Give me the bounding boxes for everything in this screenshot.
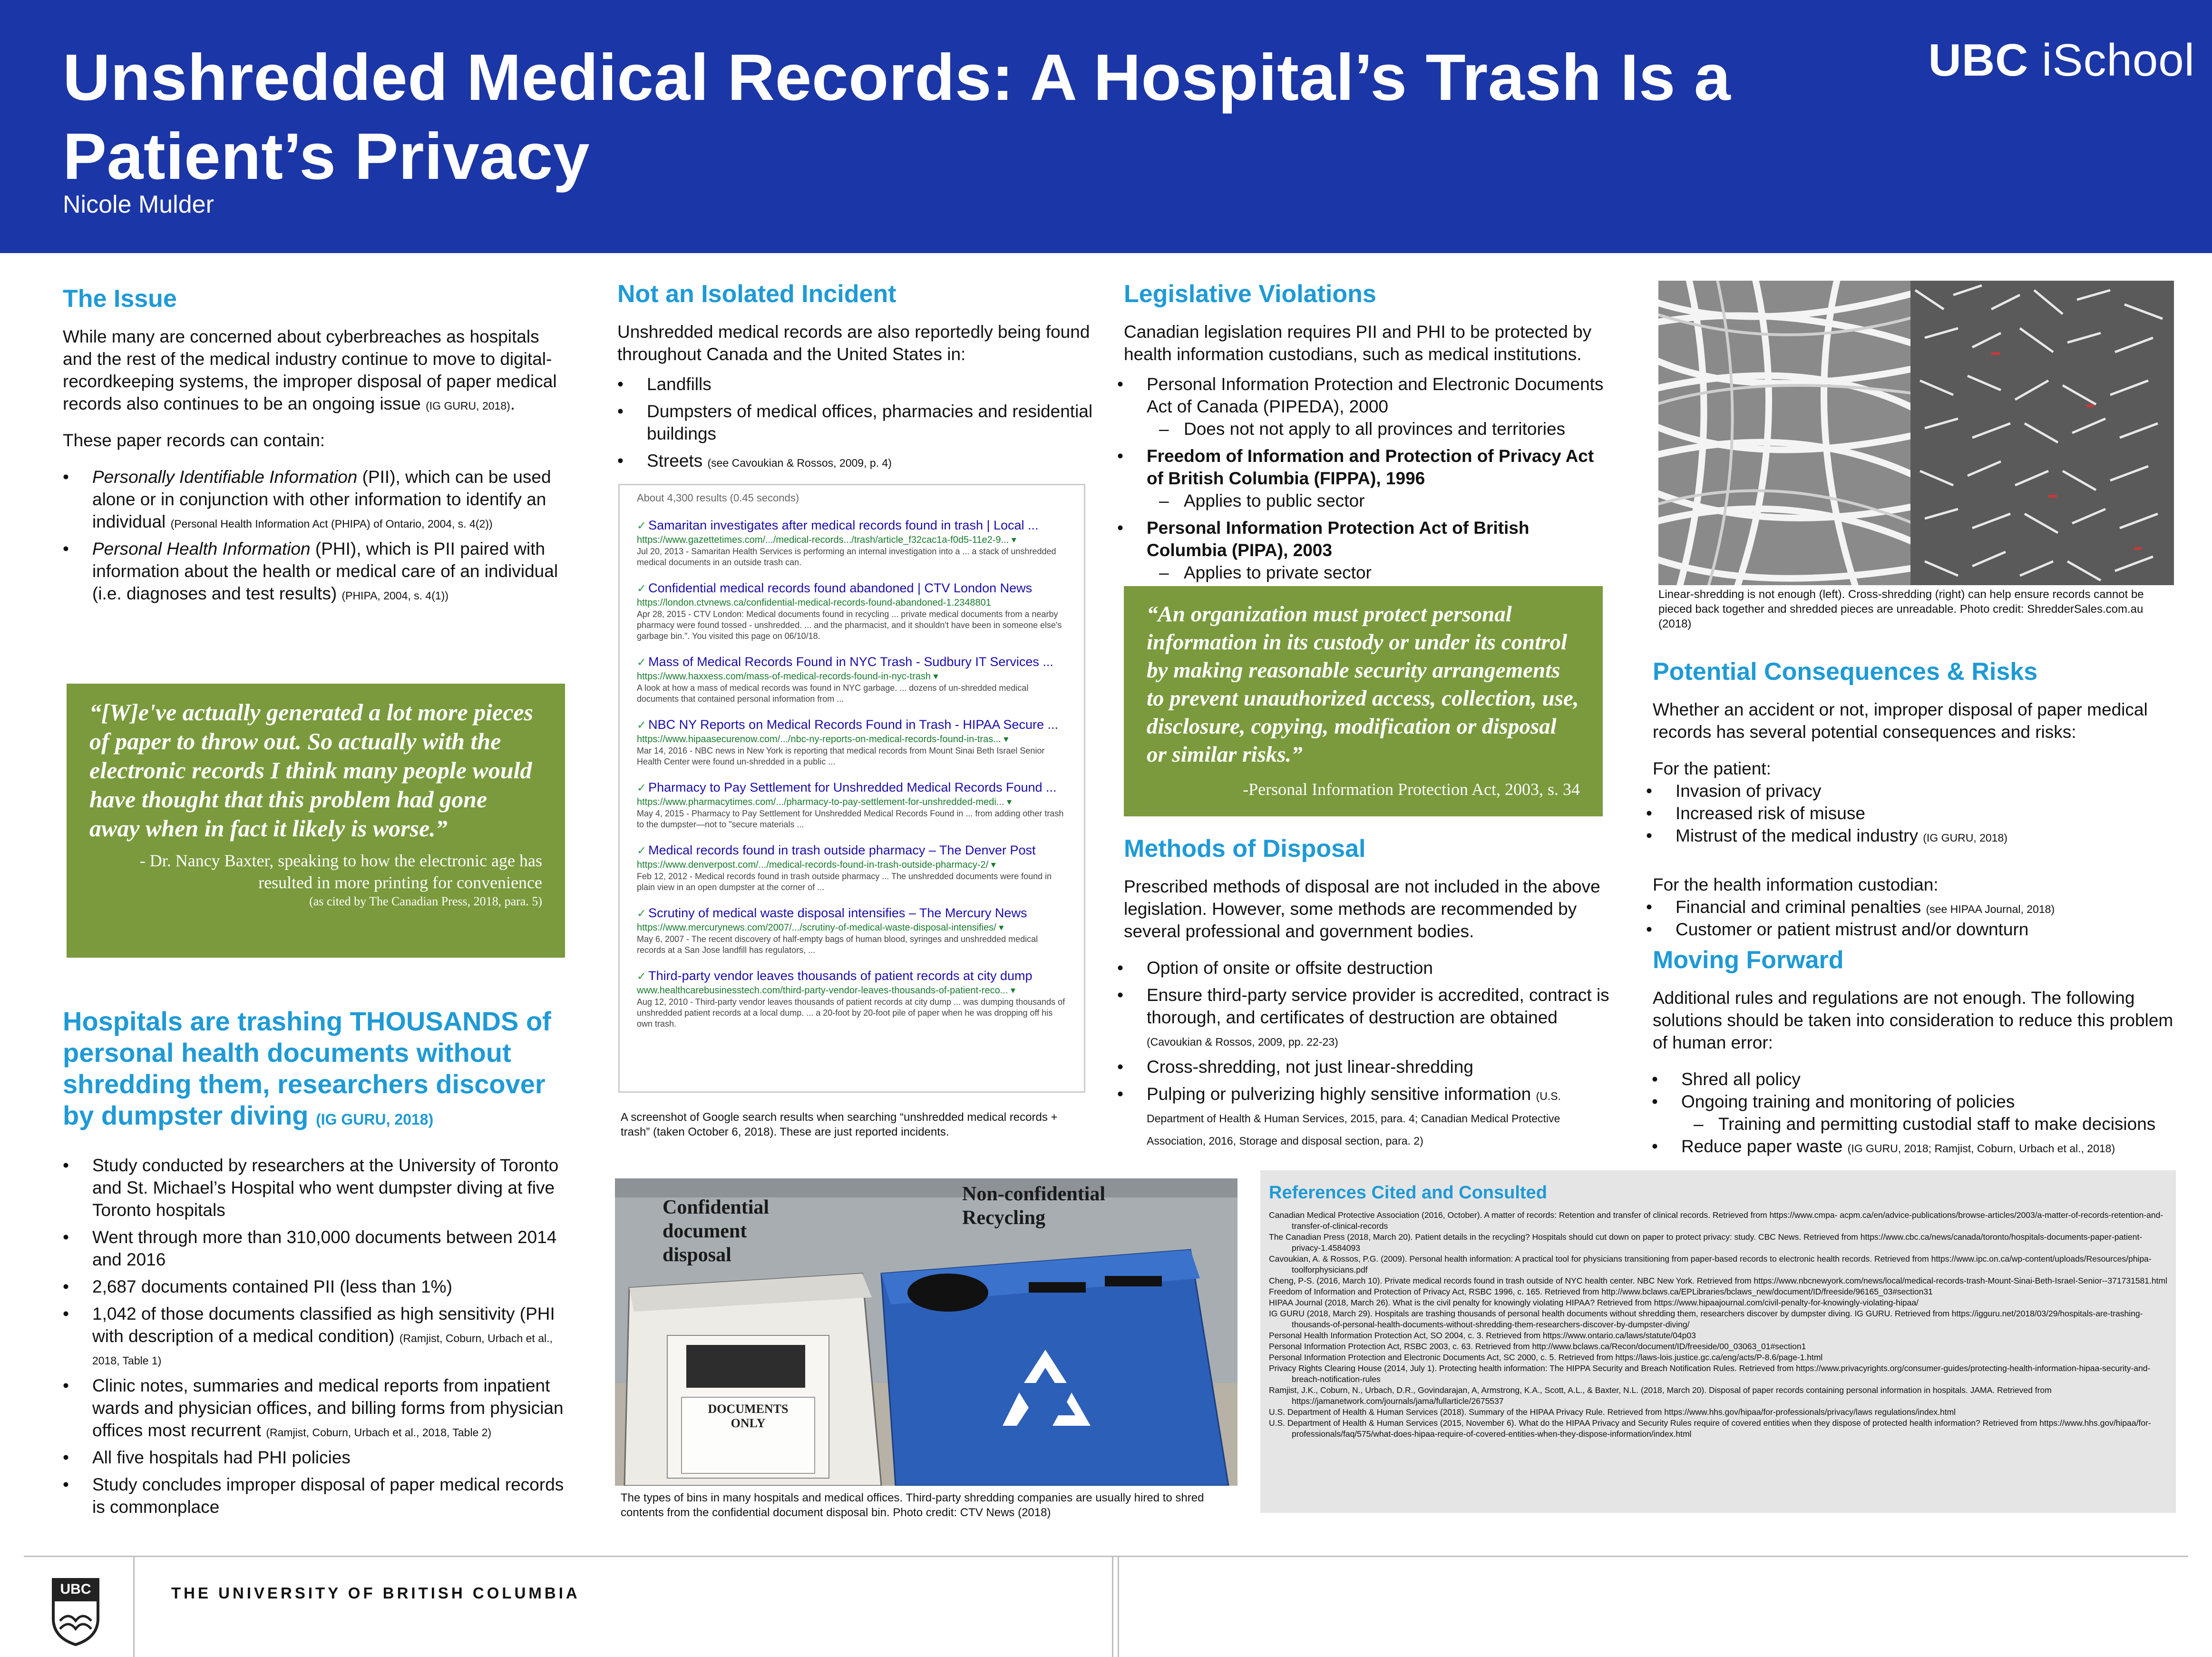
list-item — [92, 1446, 581, 1469]
shredded-paper-photo — [1658, 281, 2174, 585]
search-result — [637, 717, 1067, 767]
result-title-text: Samaritan investigates after medical records found in trash | Local ... — [648, 518, 1039, 532]
item-cite: (see Cavoukian & Rossos, 2009, p. 4) — [707, 457, 892, 469]
sub-item: – Applies to public sector — [1184, 490, 1614, 512]
result-snippet: May 4, 2015 - Pharmacy to Pay Settlement for Unshredded Medical Records Found in ... from adding other trash to the dumpster—not to "secure materials ... — [637, 809, 1064, 829]
result-title-text: NBC NY Reports on Medical Records Found in Trash - HIPAA Secure ... — [648, 717, 1058, 732]
search-caption: A screenshot of Google search results when searching “unshredded medical records + trash” (taken October 6, 2018). These are just reported incidents. — [621, 1111, 1058, 1138]
reference-item: Personal Information Protection Act, RSBC 2003, c. 63. Retrieved from http://www.bclaws.ca/Recon/document/ID/freeside/00_03063_01#section1 — [1269, 1342, 1806, 1351]
reference-item: Ramjist, J.K., Coburn, N., Urbach, D.R., Govindarajan, A, Armstrong, K.A., Scott, A.L., & Baxter, N.L. (2018, March 20). Disposal of paper records containing personal information in hospitals. JAMA. Retrieved from https://jamanetwork.com/journals/jama/fullarticle/2675537 — [1269, 1385, 2052, 1406]
logo-sub: iSchool — [2042, 35, 2195, 86]
consequences-section — [1653, 657, 2185, 951]
item-cite: (Ramjist, Coburn, Urbach et al., 2018, Table 2) — [266, 1426, 492, 1439]
issue-para1-text: While many are concerned about cyberbreaches as hospitals and the rest of the medical industry continue to move to digital-recordkeeping systems, the improper disposal of paper medical records also continues to be an ongoing issue — [63, 327, 557, 413]
visited-check-icon: ✓ — [637, 782, 647, 794]
item-text: Ongoing training and monitoring of policies — [1681, 1092, 2015, 1111]
list-item — [92, 1226, 581, 1271]
issue-heading: The Issue — [63, 285, 177, 313]
references-box — [1260, 1170, 2176, 1513]
result-title — [637, 654, 1067, 670]
ubc-crest-logo — [49, 1576, 102, 1647]
item-text: Dumpsters of medical offices, pharmacies and residential buildings — [647, 402, 1093, 443]
item-text: Personal Information Protection Act of British Columbia (PIPA), 2003 — [1147, 518, 1530, 560]
item-text: (PHI), which is PII paired with information about the health or medical care of an individual (i.e. diagnoses and test results) — [92, 539, 558, 603]
visited-check-icon: ✓ — [637, 907, 647, 920]
reference-item: U.S. Department of Health & Human Services (2018). Summary of the HIPAA Privacy Rule. Retrieved from https://www.hhs.gov/hipaa/for-professionals/privacy/laws regulations/index.html — [1269, 1407, 1956, 1417]
logo-main: UBC — [1928, 35, 2029, 86]
result-snippet: May 6, 2007 - The recent discovery of half-empty bags of human blood, syringes and unshredded medical records at a San Jose landfill has regulators, ... — [637, 934, 1038, 955]
reference-item: HIPAA Journal (2018, March 26). What is the civil penalty for knowingly violating HIPAA? Retrieved from https://www.hipaajournal.com/civil-penalty-for-knowingly-violating-hipaa/ — [1269, 1298, 1919, 1307]
term: Personal Health Information — [92, 539, 311, 559]
item-text: Customer or patient mistrust and/or downturn — [1676, 920, 2029, 939]
methods-heading: Methods of Disposal — [1124, 835, 1366, 863]
footer-divider — [24, 1556, 2188, 1557]
ubc-ischool-logo — [1928, 34, 2195, 87]
search-result — [637, 654, 1067, 705]
search-result — [637, 518, 1067, 568]
moving-list — [1653, 1068, 2185, 1157]
item-text: Clinic notes, summaries and medical reports from inpatient wards and physician offices, and billing forms from physician offices most recurrent — [92, 1376, 564, 1440]
google-search-screenshot — [618, 484, 1085, 1093]
result-snippet: A look at how a mass of medical records was found in NYC garbage. ... dozens of un-shredded medical documents that contained personal information from ... — [637, 683, 1029, 704]
patient-list — [1653, 780, 2185, 847]
thousands-section — [63, 1006, 581, 1529]
list-item — [92, 1473, 581, 1518]
reference-item: Freedom of Information and Protection of Privacy Act, RSBC 1996, c. 165. Retrieved from http://www.bclaws.ca/EPLibraries/bclaws_new/document/ID/freeside/96165_03#section31 — [1269, 1287, 1933, 1296]
legislative-section — [1124, 280, 1614, 594]
isolated-heading: Not an Isolated Incident — [617, 280, 896, 308]
sub-list — [1681, 1113, 2185, 1135]
reference-item: The Canadian Press (2018, March 20). Patient details in the recycling? Hospitals should cut down on paper to protect privacy: study. CBC News. Retrieved from https://www.cbc.ca/news/canada/toronto/hospitals-documents-paper-patient-privacy-1.4584093 — [1269, 1232, 2143, 1253]
visited-check-icon: ✓ — [637, 656, 647, 669]
list-item — [1681, 1135, 2185, 1157]
consequences-heading: Potential Consequences & Risks — [1653, 658, 2038, 686]
reference-item: Cheng, P-S. (2016, March 10). Private medical records found in trash outside of NYC health center. NBC New York. Retrieved from https://www.nbcnewyork.com/news/local/medical-records-trash-Mount-Sinai-Beth-Israel-Senior--371731581.html — [1269, 1276, 2167, 1285]
item-cite: (PHIPA, 2004, s. 4(1)) — [341, 589, 448, 602]
visited-check-icon: ✓ — [637, 970, 647, 983]
list-item — [647, 450, 1093, 472]
item-text: Landfills — [647, 374, 711, 394]
moving-forward-section — [1653, 946, 2185, 1168]
sub-item: – Training and permitting custodial staff to make decisions — [1718, 1113, 2185, 1135]
result-url: https://www.hipaasecurenow.com/.../nbc-ny-reports-on-medical-records-found-in-tras... ▾ — [637, 734, 1009, 745]
result-title-text: Mass of Medical Records Found in NYC Trash - Sudbury IT Services ... — [648, 655, 1053, 669]
item-text: 1,042 of those documents classified as high sensitivity (PHI with description of a medical condition) — [92, 1304, 555, 1346]
result-count: About 4,300 results (0.45 seconds) — [637, 492, 799, 504]
search-result — [637, 843, 1067, 893]
item-cite: (IG GURU, 2018) — [1923, 832, 2007, 844]
result-title-text: Pharmacy to Pay Settlement for Unshredded Medical Records Found ... — [648, 780, 1057, 794]
list-item — [92, 1374, 581, 1441]
result-snippet: Aug 12, 2010 - Third-party vendor leaves thousands of patient records at city dump ... was dumping thousands of unshredded patient records at a local dump. ... a 20-foot by 20-foot pile of paper when he was dropping off his own trash. — [637, 997, 1065, 1029]
list-item — [1147, 1056, 1614, 1078]
result-url: https://www.haxxess.com/mass-of-medical-records-found-in-nyc-trash ▾ — [637, 671, 938, 682]
issue-list — [63, 466, 567, 605]
item-text: Option of onsite or offsite destruction — [1147, 958, 1433, 978]
list-item — [1147, 1083, 1614, 1150]
thousands-heading — [63, 1006, 581, 1135]
list-item — [1147, 445, 1614, 512]
result-snippet: Feb 12, 2012 - Medical records found in trash outside pharmacy ... The unshredded documents were found in plain view in an open dumpster at the corner of ... — [637, 872, 1052, 892]
confidential-label: Confidential document disposal — [663, 1196, 770, 1266]
list-item — [647, 373, 1093, 395]
result-snippet: Jul 20, 2013 - Samaritan Health Services is performing an internal investigation into a ... a stack of unshredded medical documents in an outside trash can. — [637, 547, 1056, 567]
author-name: Nicole Mulder — [63, 191, 214, 218]
quote-text: “[W]e've actually generated a lot more pieces of paper to throw out. So actually with the electronic records I think many people would have thought that this problem had gone away when in fact it likely is worse.” — [89, 699, 534, 842]
isolated-list — [617, 373, 1093, 472]
search-result — [637, 580, 1067, 642]
reference-item: IG GURU (2018, March 29). Hospitals are trashing thousands of personal health documents without shredding them, researchers discover by dumpster diving. IG GURU. Retrieved from https://igguru.net/2018/03/29/hospitals-are-trashing-thousands-of-personal-health-documents-without-shredding-them-researchers-discover-by-dumpster-diving/ — [1269, 1309, 2143, 1329]
item-text: (PII), which can be used alone or in conjunction with other information to identify an individual — [92, 467, 551, 531]
list-item — [1147, 517, 1614, 584]
issue-para1-cite: (IG GURU, 2018) — [426, 400, 510, 412]
item-text: Personal Information Protection and Electronic Documents Act of Canada (PIPEDA), 2000 — [1147, 374, 1604, 416]
result-title-text: Confidential medical records found abandoned | CTV London News — [648, 581, 1033, 595]
moving-para: Additional rules and regulations are not enough. The following solutions should be taken into consideration to reduce this problem of human error: — [1653, 988, 2173, 1052]
item-cite: (Ramjist, Coburn, Urbach et al., 2018, Table 1) — [92, 1332, 553, 1367]
result-snippet: Mar 14, 2016 - NBC news in New York is reporting that medical records from Mount Sinai Beth Israel Senior Health Center were found un-shredded in a public ... — [637, 746, 1045, 766]
result-url: https://www.pharmacytimes.com/.../pharmacy-to-pay-settlement-for-unshredded-medi... ▾ — [637, 797, 1012, 807]
visited-check-icon: ✓ — [637, 582, 647, 595]
item-text: Pulping or pulverizing highly sensitive information — [1147, 1084, 1536, 1104]
list-item — [647, 400, 1093, 445]
result-title — [637, 843, 1067, 859]
item-cite: (U.S. Department of Health & Human Services, 2015, para. 4; Canadian Medical Protective Association, 2016, Storage and disposal section, para. 2) — [1147, 1090, 1561, 1147]
consequences-para: Whether an accident or not, improper disposal of paper medical records has several potential consequences and risks: — [1653, 700, 2148, 742]
item-text: Reduce paper waste — [1681, 1137, 1848, 1156]
list-item — [1147, 984, 1614, 1051]
custodian-list — [1653, 896, 2185, 941]
item-text: Study concludes improper disposal of paper medical records is commonplace — [92, 1475, 564, 1517]
list-item — [1147, 373, 1614, 440]
item-cite: (Personal Health Information Act (PHIPA) of Ontario, 2004, s. 4(2)) — [170, 518, 493, 530]
list-item — [1676, 802, 2185, 824]
item-text: Mistrust of the medical industry — [1676, 826, 1923, 845]
list-item — [92, 466, 567, 533]
thousands-list — [63, 1154, 581, 1518]
recycling-label: Non-confidential Recycling — [962, 1183, 1106, 1229]
bins-caption: The types of bins in many hospitals and medical offices. Third-party shredding companies are usually hired to shred contents from the confidential document disposal bin. Photo credit: CTV News (2018) — [621, 1491, 1204, 1519]
list-item — [1676, 824, 2185, 847]
quote-attribution: -Personal Information Protection Act, 2003, s. 34 — [1243, 780, 1580, 799]
methods-section — [1124, 834, 1614, 1160]
footer-vertical-divider — [133, 1556, 135, 1657]
legislative-list — [1124, 373, 1614, 584]
sub-item: – Does not not apply to all provinces and territories — [1184, 418, 1614, 440]
result-title — [637, 780, 1067, 796]
university-name: THE UNIVERSITY OF BRITISH COLUMBIA — [171, 1584, 580, 1602]
quote-cite: (as cited by The Canadian Press, 2018, para. 5) — [309, 894, 542, 908]
reference-item: Privacy Rights Clearing House (2014, July 1). Protecting health information: The HIPPA Security and Breach Notification Rules. Retrieved from https://www.privacyrights.org/consumer-guides/protecting-health-information-hipaa-security-and-breach-notification-rules — [1269, 1363, 2151, 1384]
list-item — [1676, 896, 2185, 918]
item-text: Financial and criminal penalties — [1676, 897, 1926, 917]
sub-list — [1147, 561, 1614, 584]
result-url: https://london.ctvnews.ca/confidential-medical-records-found-abandoned-1.2348801 — [637, 598, 991, 608]
result-title-text: Third-party vendor leaves thousands of patient records at city dump — [648, 969, 1033, 983]
item-text: Study conducted by researchers at the University of Toronto and St. Michael’s Hospital who went dumpster diving at five Toronto hospitals — [92, 1156, 559, 1220]
list-item — [1676, 918, 2185, 941]
item-text: Streets — [647, 451, 708, 471]
item-text: Freedom of Information and Protection of Privacy Act of British Columbia (FIPPA), 1996 — [1147, 446, 1594, 488]
footer-vertical-divider — [1112, 1556, 1113, 1657]
result-title — [637, 905, 1067, 922]
result-title — [637, 518, 1067, 534]
result-title — [637, 717, 1067, 733]
result-title-text: Medical records found in trash outside pharmacy – The Denver Post — [648, 843, 1036, 857]
poster-header — [0, 0, 2212, 253]
sub-item: – Applies to private sector — [1184, 561, 1614, 584]
reference-item: Cavoukian, A. & Rossos, P.G. (2009). Personal health information: A practical tool for physicians transitioning from paper-based records to electronic health records. Retrieved from https://www.ipc.on.ca/wp-content/uploads/Resources/phipa-toolforphysicians.pdf — [1269, 1254, 2152, 1275]
methods-para: Prescribed methods of disposal are not included in the above legislation. However, some methods are recommended by several professional and government bodies. — [1124, 877, 1600, 941]
result-url: https://www.mercurynews.com/2007/.../scrutiny-of-medical-waste-disposal-intensifies/ ▾ — [637, 922, 1004, 933]
result-url: www.healthcarebusinesstech.com/third-party-vendor-leaves-thousands-of-patient-reco... ▾ — [637, 985, 1015, 996]
pipa-quote-box — [1124, 586, 1603, 816]
quote-attribution: - Dr. Nancy Baxter, speaking to how the electronic age has resulted in more printing for convenience — [139, 851, 542, 892]
result-title — [637, 968, 1067, 984]
thousands-heading-text: Hospitals are trashing THOUSANDS of personal health documents without shredding them, researchers discover by dumpster diving — [63, 1006, 551, 1130]
list-item — [92, 538, 567, 605]
visited-check-icon: ✓ — [637, 719, 647, 732]
reference-item: Personal Information Protection and Electronic Documents Act, SC 2000, c. 5. Retrieved from https://laws-lois.justice.gc.ca/eng/acts/P-8.6/page-1.html — [1269, 1353, 1823, 1362]
footer-vertical-divider — [1118, 1556, 1119, 1657]
result-title-text: Scrutiny of medical waste disposal intensifies – The Mercury News — [648, 906, 1027, 920]
sub-list — [1147, 418, 1614, 440]
isolated-section — [617, 280, 1093, 482]
reference-item: Personal Health Information Protection Act, SO 2004, c. 3. Retrieved from https://www.ontario.ca/laws/statute/04p03 — [1269, 1331, 1696, 1340]
documents-only-sign: DOCUMENTS ONLY — [708, 1402, 789, 1430]
item-text: Ensure third-party service provider is accredited, contract is thorough, and certificates of destruction are obtained — [1147, 985, 1609, 1027]
baxter-quote-box — [67, 684, 565, 958]
result-snippet: Apr 28, 2015 - CTV London: Medical documents found in recycling ... private medical documents from a nearby pharmacy were found tossed - unshredded. ... and the pharmacist, and it shouldn't have been in someone else's garbage bin.". You visited this page on 06/10/18. — [637, 609, 1062, 641]
term: Personally Identifiable Information — [92, 467, 358, 487]
visited-check-icon: ✓ — [637, 520, 647, 532]
item-text: Increased risk of misuse — [1676, 804, 1865, 823]
shred-caption: Linear-shredding is not enough (left). Cross-shredding (right) can help ensure records cannot be pieced back together and shredded pieces are unreadable. Photo credit: ShredderSales.com.au (2018) — [1658, 588, 2144, 630]
moving-heading: Moving Forward — [1653, 946, 1844, 974]
list-item — [92, 1275, 581, 1298]
reference-item: Canadian Medical Protective Association (2016, October). A matter of records: Retention and transfer of clinical records. Retrieved from https://www.cmpa- acpm.ca/en/advice-publications/browse-articles/2003/a-matter-of-records-retention-and-transfer-of-clinical-records — [1269, 1210, 2163, 1231]
custodian-label: For the health information custodian: — [1653, 875, 1939, 894]
thousands-heading-cite: (IG GURU, 2018) — [316, 1111, 434, 1128]
list-item — [1681, 1090, 2185, 1135]
disposal-bins-photo — [615, 1178, 1238, 1486]
item-text: All five hospitals had PHI policies — [92, 1448, 351, 1467]
issue-para2: These paper records can contain: — [63, 431, 325, 450]
list-item — [92, 1154, 581, 1221]
issue-para1: While many are concerned about cyberbreaches as hospitals and the rest of the medical industry continue to move to digital-recordkeeping systems, the improper disposal of paper medical records also continues to be an ongoing issue (IG GURU, 2018). — [63, 327, 557, 413]
crest-label: UBC — [60, 1581, 91, 1597]
isolated-para: Unshredded medical records are also reportedly being found throughout Canada and the United States in: — [617, 322, 1090, 364]
sub-list — [1147, 490, 1614, 512]
item-text: Went through more than 310,000 documents between 2014 and 2016 — [92, 1227, 557, 1269]
poster-title: Unshredded Medical Records: A Hospital’s Trash Is a Patient’s Privacy — [63, 41, 1731, 193]
issue-section — [63, 284, 567, 615]
legislative-heading: Legislative Violations — [1124, 280, 1376, 308]
legislative-para: Canadian legislation requires PII and PHI to be protected by health information custodians, such as medical institutions. — [1124, 322, 1592, 364]
list-item — [1147, 957, 1614, 979]
search-result — [637, 968, 1067, 1029]
result-title — [637, 580, 1067, 597]
reference-item: U.S. Department of Health & Human Services (2015, November 6). What do the HIPAA Privacy and Security Rules require of covered entities when they dispose of protected health information? Retrieved from https://www.hhs.gov/hipaa/for-professionals/faq/575/what-does-hipaa-require-of-covered-entities-when-they-dispose-information/index.html — [1269, 1418, 2151, 1439]
item-cite: (Cavoukian & Rossos, 2009, pp. 22-23) — [1147, 1036, 1338, 1048]
references-heading: References Cited and Consulted — [1269, 1183, 1547, 1203]
patient-label: For the patient: — [1653, 759, 1771, 778]
quote-text: “An organization must protect personal information in its custody or under its control by making reasonable security arrangements to prevent unauthorized access, collection, use, disclosure, copying, modification or disposal or similar risks.” — [1147, 602, 1579, 767]
item-text: Invasion of privacy — [1676, 781, 1822, 801]
item-cite: (IG GURU, 2018; Ramjist, Coburn, Urbach et al., 2018) — [1847, 1142, 2115, 1155]
item-text: Cross-shredding, not just linear-shredding — [1147, 1057, 1473, 1077]
list-item — [92, 1303, 581, 1370]
item-cite: (see HIPAA Journal, 2018) — [1926, 903, 2055, 915]
list-item — [1676, 780, 2185, 802]
item-text: 2,687 documents contained PII (less than 1%) — [92, 1277, 452, 1296]
result-url: https://www.denverpost.com/.../medical-records-found-in-trash-outside-pharmacy-2/ ▾ — [637, 860, 996, 870]
shredding-illustration — [1658, 281, 2174, 585]
visited-check-icon: ✓ — [637, 844, 647, 857]
search-result — [637, 905, 1067, 956]
result-url: https://www.gazettetimes.com/.../medical-records.../trash/article_f32cac1a-f0d5-11e2-9... ▾ — [637, 535, 1016, 545]
search-result — [637, 780, 1067, 830]
list-item: • Shred all policy — [1681, 1068, 2185, 1090]
methods-list — [1124, 957, 1614, 1150]
